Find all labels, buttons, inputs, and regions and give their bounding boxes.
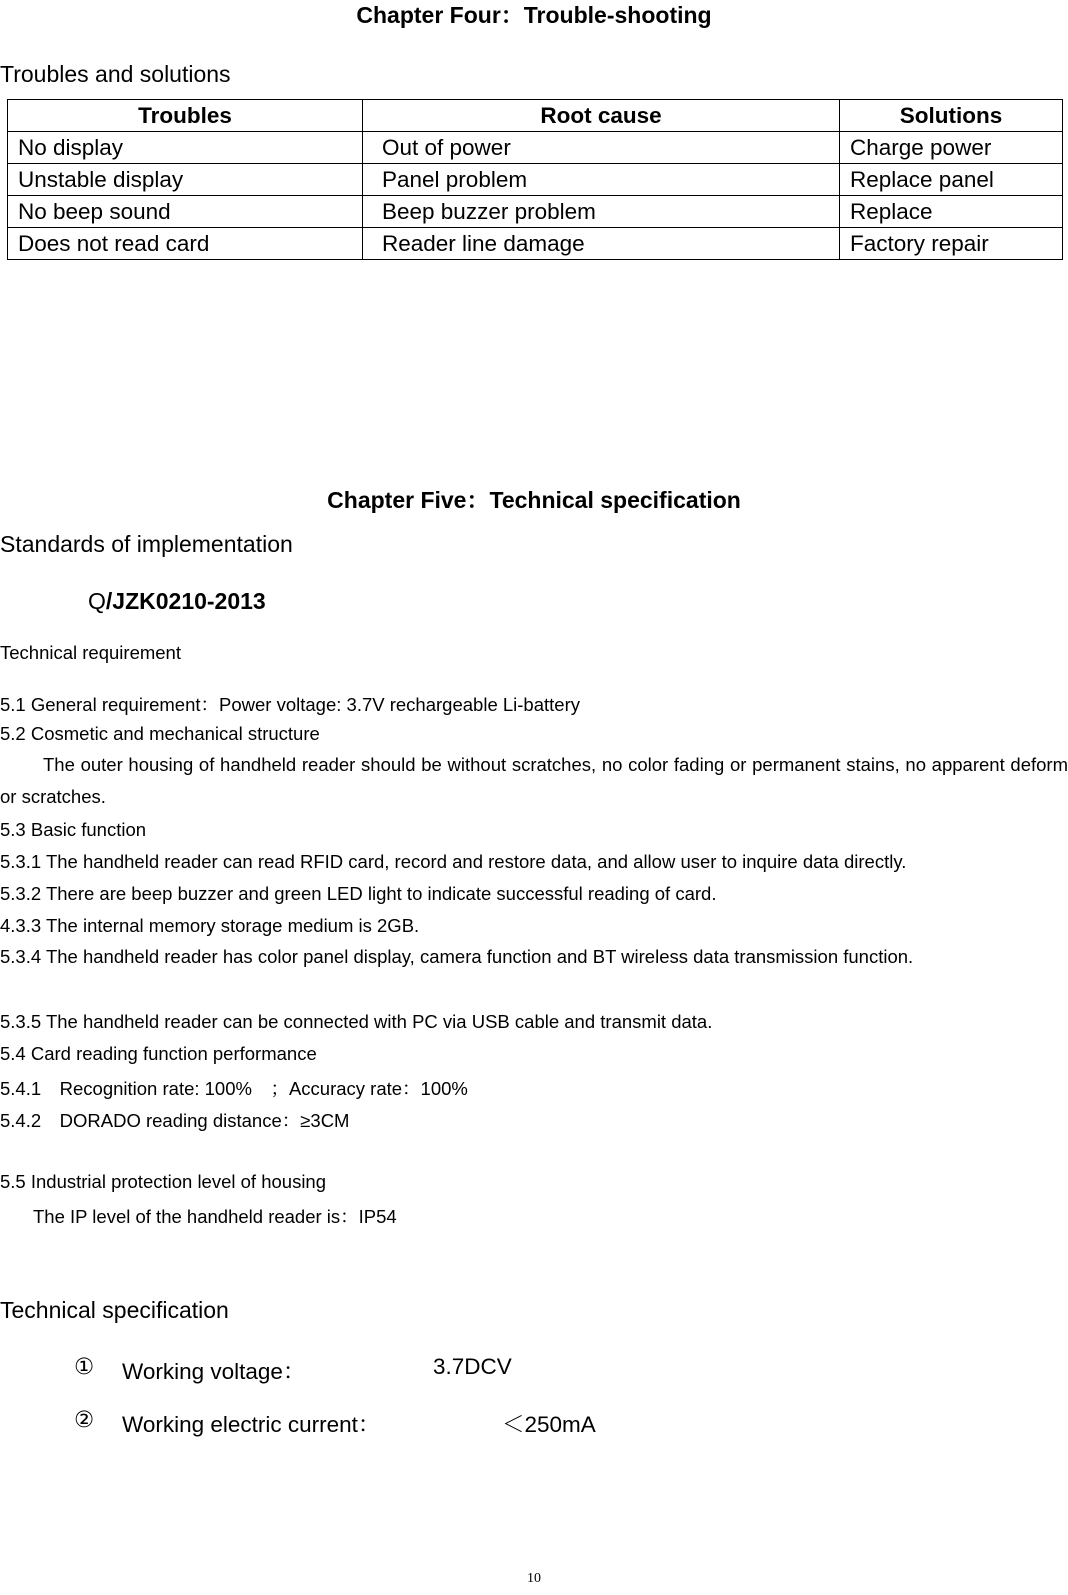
- technical-requirement-heading: Technical requirement: [0, 642, 181, 663]
- page-number: 10: [527, 1571, 541, 1586]
- standard-code: [88, 588, 266, 615]
- section-5-2-text: The outer housing of handheld reader should be without scratches, no color fading or permanent stains, no apparent deform or scratches.: [0, 754, 1068, 807]
- section-5-2: 5.2 Cosmetic and mechanical structure: [0, 723, 320, 744]
- spec-item: [74, 1407, 674, 1437]
- troubles-table: [7, 99, 1063, 260]
- table-row: [8, 228, 1063, 260]
- table-row: [8, 196, 1063, 228]
- section-4-3-3: 4.3.3 The internal memory storage medium is 2GB.: [0, 915, 420, 936]
- header-solutions: Solutions: [840, 100, 1063, 132]
- cell-trouble: Unstable display: [8, 164, 363, 196]
- spec-item: [74, 1354, 674, 1384]
- spec-label: Working voltage：: [122, 1359, 306, 1384]
- standard-code-number: /JZK0210-2013: [105, 588, 266, 614]
- standards-heading: Standards of implementation: [0, 531, 293, 557]
- cell-solution: Factory repair: [840, 228, 1063, 260]
- cell-solution: Replace: [840, 196, 1063, 228]
- chapter-four-title: Chapter Four：Trouble-shooting: [356, 2, 712, 28]
- cell-root-cause: Panel problem: [363, 164, 840, 196]
- cell-root-cause: Beep buzzer problem: [363, 196, 840, 228]
- cell-solution: Replace panel: [840, 164, 1063, 196]
- troubles-solutions-heading: Troubles and solutions: [0, 61, 231, 87]
- spec-number: ②: [74, 1407, 95, 1432]
- cell-root-cause: Reader line damage: [363, 228, 840, 260]
- section-5-1: 5.1 General requirement：Power voltage: 3.7V rechargeable Li-battery: [0, 694, 580, 715]
- spec-number: ①: [74, 1354, 95, 1379]
- spec-value: ＜250mA: [502, 1412, 596, 1437]
- cell-trouble: Does not read card: [8, 228, 363, 260]
- cell-root-cause: Out of power: [363, 132, 840, 164]
- standard-code-prefix: Q: [88, 588, 106, 614]
- chapter-five-title: Chapter Five：Technical specification: [327, 487, 741, 513]
- section-5-4: 5.4 Card reading function performance: [0, 1043, 317, 1064]
- section-5-5-text: The IP level of the handheld reader is：IP54: [33, 1206, 397, 1227]
- table-row: [8, 164, 1063, 196]
- section-5-3-5: 5.3.5 The handheld reader can be connected with PC via USB cable and transmit data.: [0, 1011, 713, 1032]
- section-5-3-2: 5.3.2 There are beep buzzer and green LED light to indicate successful reading of card.: [0, 883, 717, 904]
- spec-label: Working electric current：: [122, 1412, 381, 1437]
- header-root-cause: Root cause: [363, 100, 840, 132]
- section-5-3-1: 5.3.1 The handheld reader can read RFID card, record and restore data, and allow user to inquire data directly.: [0, 851, 907, 872]
- header-troubles: Troubles: [8, 100, 363, 132]
- section-5-5: 5.5 Industrial protection level of housing: [0, 1171, 327, 1192]
- technical-specification-heading: Technical specification: [0, 1297, 229, 1323]
- section-5-3-4: 5.3.4 The handheld reader has color panel display, camera function and BT wireless data transmission function.: [0, 946, 914, 967]
- table-header-row: [8, 100, 1063, 132]
- section-5-4-2: 5.4.2 DORADO reading distance：≥3CM: [0, 1110, 350, 1131]
- section-5-4-1: 5.4.1 Recognition rate: 100% ；Accuracy rate：100%: [0, 1078, 468, 1099]
- cell-trouble: No display: [8, 132, 363, 164]
- spec-value: 3.7DCV: [433, 1354, 512, 1379]
- section-5-3: 5.3 Basic function: [0, 819, 147, 840]
- table-row: [8, 132, 1063, 164]
- cell-solution: Charge power: [840, 132, 1063, 164]
- cell-trouble: No beep sound: [8, 196, 363, 228]
